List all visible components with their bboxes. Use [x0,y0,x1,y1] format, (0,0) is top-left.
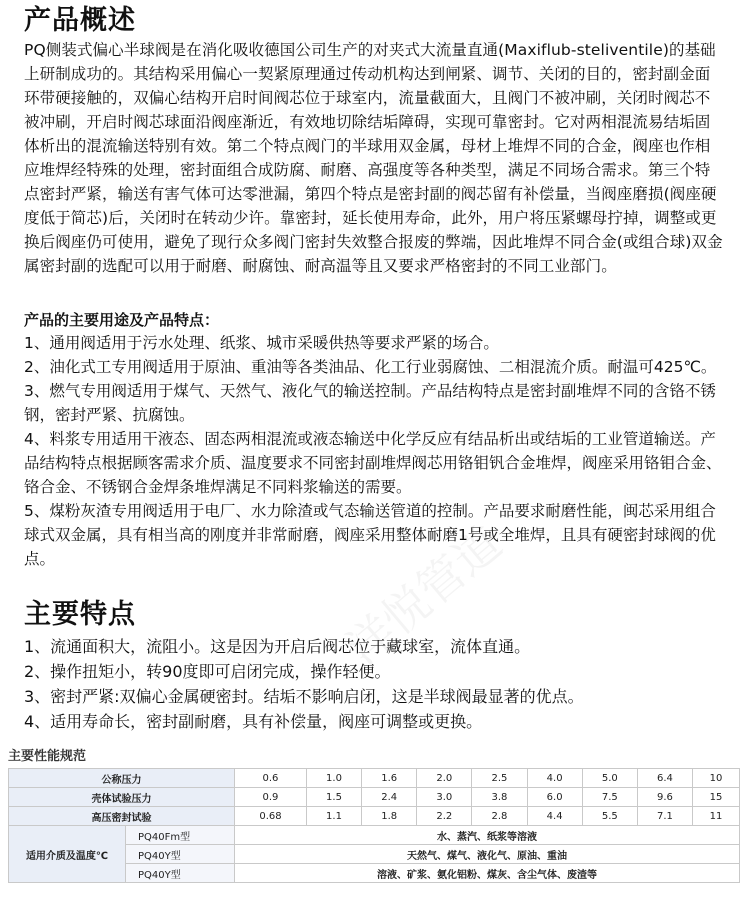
overview-paragraph: PQ侧装式偏心半球阀是在消化吸收德国公司生产的对夹式大流量直通(Maxiflub-steliventile)的基础上研制成功的。其结构采用偏心一契紧原理通过传动机构达到闸紧、调节、关闭的目的，密封副金面环带硬接触的，双偏心结构开启时间阀芯位于球室内，流量截面大，且阀门不被冲刷，关闭时阀芯不被冲刷，开启时阀芯球面沿阀座渐近，有效地切除结垢障碍，实现可靠密封。它对两相混流易结垢固体析出的混流输送特别有效。第二个特点阀门的半球用双金属，母材上堆焊不同的合金，阀座也作相应堆焊经特殊的处理，密封面组合成防腐、耐磨、高强度等各种类型，满足不同场合需求。第三个特点密封严紧，输送有害气体可达零泄漏，第四个特点是密封副的阀芯留有补偿量，当阀座磨损(阀座硬度低于简芯)后，关闭时在转动少许。靠密封，延长使用寿命，此外，用户将压紧螺母拧掉，调整或更换后阀座仍可使用，避免了现行众多阀门密封失效整合报废的弊端，因此堆焊不同合金(或组合球)双金属密封副的选配可以用于耐磨、耐腐蚀、耐高温等且又要求严格密封的不同工业部门。 [24,41,723,275]
media-cell: 溶液、矿浆、氨化铝粉、煤灰、含尘气体、废渣等 [235,864,740,883]
table-cell: 11 [693,807,740,826]
table-cell: 2.4 [362,788,417,807]
features-list [24,634,729,734]
model-cell: PQ40Y型 [126,864,235,883]
usage-item: 1、通用阀适用于污水处理、纸浆、城市采暖供热等要求严紧的场合。 [24,334,499,352]
table-row [9,807,740,826]
table-cell: 0.9 [235,788,307,807]
spec-title: 主要性能规范 [8,749,87,764]
table-cell: 4.0 [527,769,582,788]
table-cell: 0.6 [235,769,307,788]
table-cell: 1.0 [306,769,361,788]
table-cell: 15 [693,788,740,807]
table-cell: 2.0 [417,769,472,788]
usage-item: 4、料浆专用适用干液态、固态两相混流或液态输送中化学反应有结品析出或结垢的工业管道输送。产品结构特点根据顾客需求介质、温度要求不同密封副堆焊阀芯用铬钼钒合金堆焊，阀座采用铬钼合金、铬合金、不锈钢合金焊条堆焊满足不同料浆输送的需要。 [24,430,722,496]
table-cell: 1.6 [362,769,417,788]
table-cell: 1.8 [362,807,417,826]
table-cell: 4.4 [527,807,582,826]
model-cell: PQ40Y型 [126,845,235,864]
table-row [9,769,740,788]
table-row [9,826,740,845]
feature-item: 1、流通面积大，流阻小。这是因为开启后阀芯位于藏球室，流体直通。 [24,637,531,656]
media-group-header: 适用介质及温度℃ [9,826,126,883]
row-header: 高压密封试验 [9,807,235,826]
feature-item: 2、操作扭矩小，转90度即可启闭完成，操作轻便。 [24,662,391,681]
spec-table [8,768,740,883]
table-row [9,788,740,807]
table-cell: 3.8 [472,788,527,807]
feature-item: 3、密封严紧:双偏心金属硬密封。结垢不影响启闭，这是半球阀最显著的优点。 [24,687,584,706]
row-header: 公称压力 [9,769,235,788]
table-cell: 2.2 [417,807,472,826]
table-cell: 10 [693,769,740,788]
media-cell: 水、蒸汽、纸浆等溶液 [235,826,740,845]
table-cell: 9.6 [637,788,692,807]
table-cell: 6.0 [527,788,582,807]
table-cell: 3.0 [417,788,472,807]
row-header: 壳体试验压力 [9,788,235,807]
usage-item: 2、油化式工专用阀适用于原油、重油等各类油品、化工行业弱腐蚀、二相混流介质。耐温可425℃。 [24,358,717,376]
table-cell: 2.5 [472,769,527,788]
table-cell: 5.0 [582,769,637,788]
table-cell: 7.5 [582,788,637,807]
table-cell: 7.1 [637,807,692,826]
table-cell: 5.5 [582,807,637,826]
table-cell: 1.1 [306,807,361,826]
usage-item: 3、燃气专用阀适用于煤气、天然气、液化气的输送控制。产品结构特点是密封副堆焊不同的含铬不锈钢，密封严紧、抗腐蚀。 [24,382,716,424]
usage-list [24,331,729,571]
media-cell: 天然气、煤气、液化气、原油、重油 [235,845,740,864]
model-cell: PQ40Fm型 [126,826,235,845]
usage-subtitle: 产品的主要用途及产品特点： [24,311,220,329]
table-cell: 6.4 [637,769,692,788]
feature-item: 4、适用寿命长，密封副耐磨，具有补偿量，阀座可调整或更换。 [24,712,483,731]
table-cell: 2.8 [472,807,527,826]
table-cell: 0.68 [235,807,307,826]
usage-item: 5、煤粉灰渣专用阀适用于电厂、水力除渣或气态输送管道的控制。产品要求耐磨性能，闽芯采用组合球式双金属，具有相当高的刚度并非常耐磨，阀座采用整体耐磨1号或全堆焊，且具有硬密封球阀的优点。 [24,502,716,568]
overview-heading: 产品概述 [24,5,136,36]
table-cell: 1.5 [306,788,361,807]
features-heading: 主要特点 [24,599,136,630]
